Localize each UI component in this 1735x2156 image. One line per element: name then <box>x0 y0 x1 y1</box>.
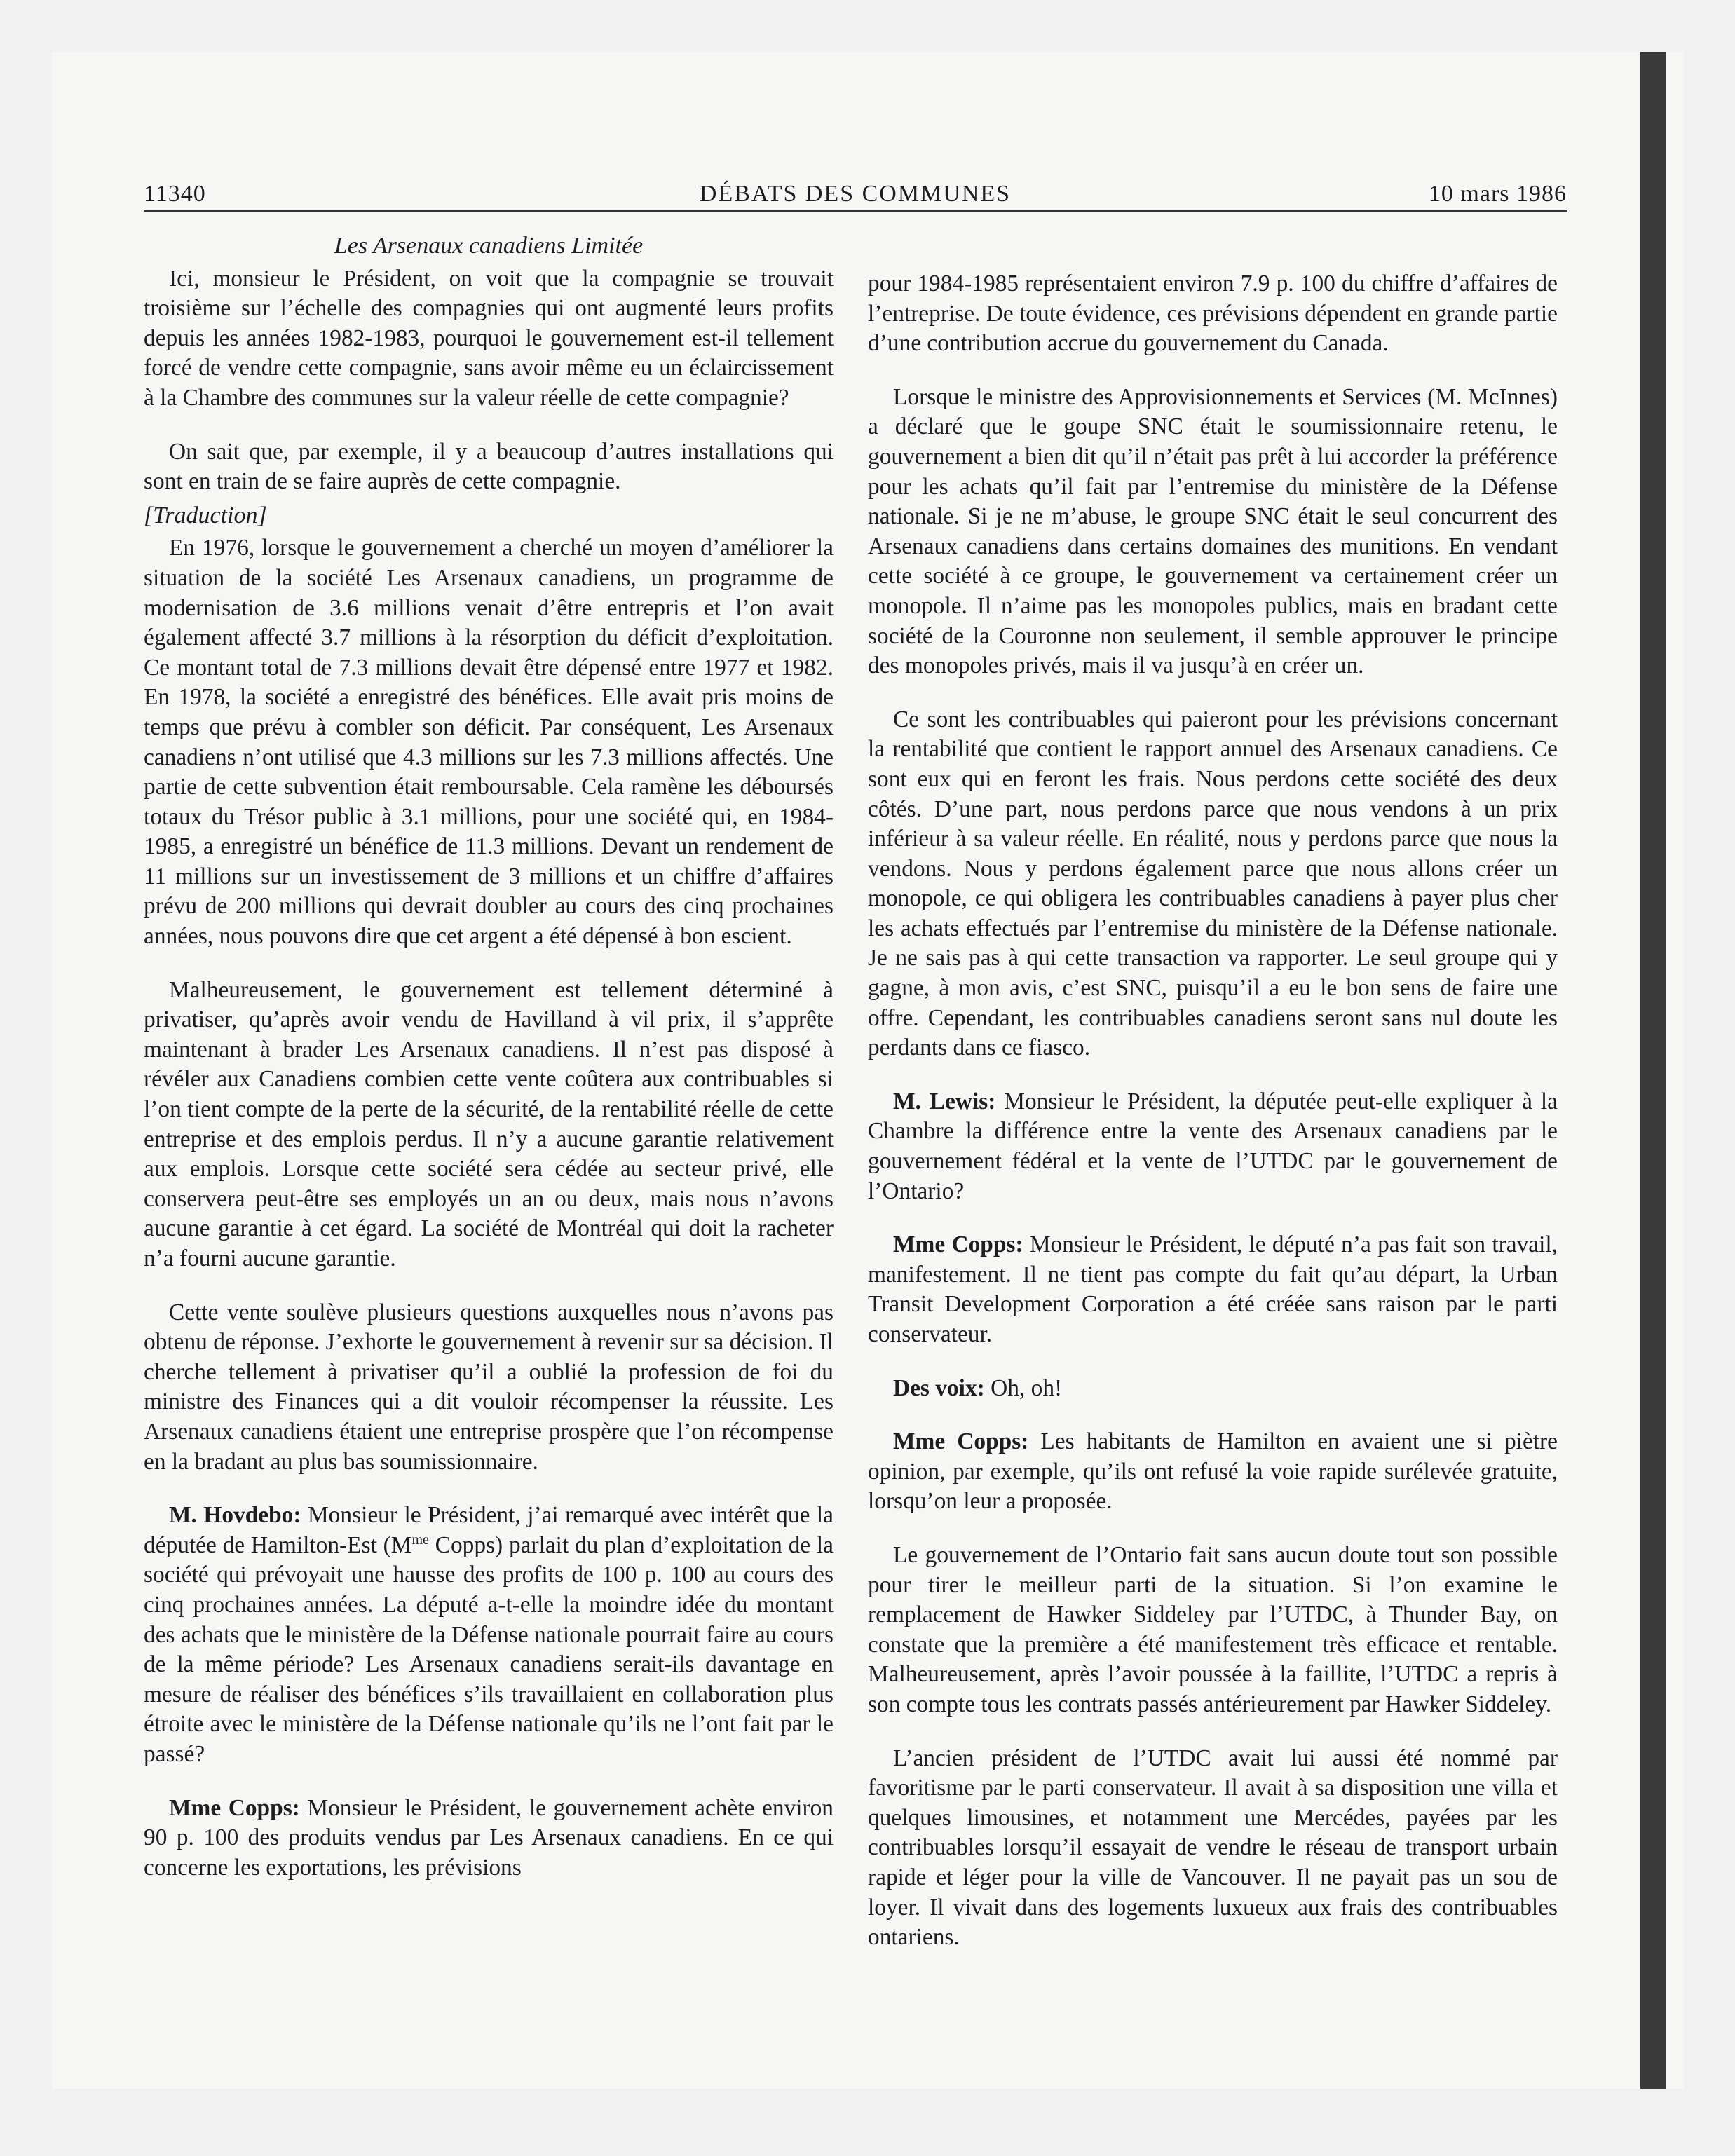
speech-text: Oh, oh! <box>984 1374 1063 1401</box>
speaker-name: M. Lewis: <box>893 1088 996 1114</box>
speaker-name: M. Hovdebo: <box>169 1502 301 1529</box>
speech-text: Les habitants de Hamilton en avaient une si piètre opinion, par exemple, qu’ils ont refusé la voie rapide surélevée gratuite, lorsqu’on leur a proposée. <box>868 1428 1558 1515</box>
page-number: 11340 <box>144 181 206 207</box>
paragraph: pour 1984-1985 représentaient environ 7.9 p. 100 du chiffre d’affaires de l’entreprise. De toute évidence, ces prévisions dépendent en grande partie d’une contribution accrue du gouvernement du Canada. <box>868 271 1558 357</box>
speaker-name: Mme Copps: <box>169 1794 300 1821</box>
speaker-name: Des voix: <box>893 1374 985 1401</box>
page-header <box>144 181 1567 214</box>
speech-paragraph <box>868 1230 1558 1349</box>
speech-paragraph <box>868 1427 1558 1517</box>
section-heading: Les Arsenaux canadiens Limitée <box>334 233 644 259</box>
speech-text: Monsieur le Président, le député n’a pas fait son travail, manifestement. Il ne tient pas compte du fait qu’au départ, la Urban Transit Development Corporation a été créée sans raison par le parti conservateur. <box>868 1231 1558 1347</box>
speech-paragraph <box>144 1794 834 1883</box>
paragraph: En 1976, lorsque le gouvernement a cherché un moyen d’améliorer la situation de la société Les Arsenaux canadiens, un programme de modernisation de 3.6 millions venait d’être entrepris et l’on avait également affecté 3.7 millions à la résorption du déficit d’exploitation. Ce montant total de 7.3 millions devait être dépensé entre 1977 et 1982. En 1978, la société a enregistré des bénéfices. Elle avait pris moins de temps que prévu à combler son déficit. Par conséquent, Les Arsenaux canadiens n’ont utilisé que 4.3 millions sur les 7.3 millions affectés. Une partie de cette subvention était remboursable. Cela ramène les déboursés totaux du Trésor public à 3.1 millions, pour une société qui, en 1984-1985, a enregistré un bénéfice de 11.3 millions. Devant un rendement de 11 millions sur un investissement de 3 millions et un chiffre d’affaires prévu de 200 millions qui devrait doubler au cours des cinq prochaines années, nous pouvons dire que cet argent a été dépensé à bon escient. <box>144 535 834 950</box>
speech-text: Monsieur le Président, j’ai remarqué avec intérêt que la députée de Hamilton-Est (M <box>144 1502 834 1558</box>
speaker-name: Mme Copps: <box>893 1428 1029 1455</box>
paragraph: On sait que, par exemple, il y a beaucoup d’autres installations qui sont en train de se faire auprès de cette compagnie. <box>144 438 834 495</box>
page-title: DÉBATS DES COMMUNES <box>699 181 1012 207</box>
header-rule <box>144 210 1567 212</box>
paragraph: Ce sont les contribuables qui paieront pour les prévisions concernant la rentabilité que contient le rapport annuel des Arsenaux canadiens. Ce sont eux qui en feront les frais. Nous perdons cette société des deux côtés. D’une part, nous perdons parce que nous vendons à un prix inférieur à sa valeur réelle. En réalité, nous y perdons parce que nous la vendons. Nous y perdons également parce que nous allons créer un monopole, ce qui obligera les contribuables canadiens à payer plus cher les achats effectués par l’entremise du ministère de la Défense nationale. Je ne sais pas à qui cette transaction va rapporter. Le seul groupe qui y gagne, à mon avis, c’est SNC, puisqu’il a eu le bon sens de faire une offre. Cependant, les contribuables canadiens seront sans nul doute les perdants dans ce fiasco. <box>868 706 1558 1061</box>
paragraph: Cette vente soulève plusieurs questions auxquelles nous n’avons pas obtenu de réponse. J’exhorte le gouvernement à revenir sur sa décision. Il cherche tellement à privatiser qu’il a oublié la profession de foi du ministre des Finances qui a dit vouloir récompenser la réussite. Les Arsenaux canadiens étaient une entreprise prospère que l’on récompense en la bradant au plus bas soumissionnaire. <box>144 1299 834 1475</box>
right-column <box>868 269 1558 1977</box>
paragraph: Malheureusement, le gouvernement est tellement déterminé à privatiser, qu’après avoir vendu de Havilland à vil prix, il s’apprête maintenant à brader Les Arsenaux canadiens. Il n’est pas disposé à révéler aux Canadiens combien cette vente coûtera aux contribuables si l’on tient compte de la perte de la sécurité, de la rentabilité réelle de cette entreprise et des emplois perdus. Il n’y a aucune garantie relativement aux emplois. Lorsque cette société sera cédée au secteur privé, elle conservera peut-être ses employés un an ou deux, mais nous n’avons aucune garantie à cet égard. La société de Montréal qui doit la racheter n’a fourni aucune garantie. <box>144 976 834 1271</box>
speech-paragraph <box>144 1501 834 1769</box>
scan-edge-bar <box>1640 52 1666 2089</box>
left-column <box>144 231 834 1906</box>
paragraph: Lorsque le ministre des Approvisionnements et Services (M. McInnes) a déclaré que le goupe SNC était le soumissionnaire retenu, le gouvernement a bien dit qu’il n’était pas prêt à lui accorder la préférence pour les achats qu’il fait par l’entremise du ministère de la Défense nationale. Si je ne m’abuse, le groupe SNC était le seul concurrent des Arsenaux canadiens dans certains domaines des munitions. En vendant cette société à ce groupe, le gouvernement va certainement créer un monopole. Il n’aime pas les monopoles publics, mais en bradant cette société de la Couronne non seulement, il semble approuver le principe des monopoles privés, mais il va jusqu’à en créer un. <box>868 383 1558 679</box>
speech-paragraph <box>868 1087 1558 1206</box>
speech-paragraph <box>868 1374 1558 1404</box>
speech-text: Monsieur le Président, le gouvernement achète environ 90 p. 100 des produits vendus par Les Arsenaux canadiens. En ce qui concerne les exportations, les prévisions <box>144 1794 834 1881</box>
speaker-name: Mme Copps: <box>893 1231 1023 1258</box>
speech-text: Monsieur le Président, la députée peut-elle expliquer à la Chambre la différence entre la vente des Arsenaux canadiens par le gouvernement fédéral et la vente de l’UTDC par le gouvernement de l’Ontario? <box>868 1088 1558 1204</box>
speech-text: Copps) parlait du plan d’exploitation de la société qui prévoyait une hausse des profits de 100 p. 100 au cours des cinq prochaines années. La député a-t-elle la moindre idée du montant des achats que le ministère de la Défense nationale pourrait faire au cours de la même période? Les Arsenaux canadiens serait-ils davantage en mesure de réaliser des bénéfices s’ils travaillaient en collaboration plus étroite avec le ministère de la Défense nationale qu’ils ne l’ont fait par le passé? <box>144 1531 834 1767</box>
paragraph: Le gouvernement de l’Ontario fait sans aucun doute tout son possible pour tirer le meilleur parti de la situation. Si l’on examine le remplacement de Hawker Siddeley par l’UTDC, à Thunder Bay, on constate que la première a été manifestement très efficace et rentable. Malheureusement, après l’avoir poussée à la faillite, l’UTDC a repris à son compte tous les contrats passés antérieurement par Hawker Siddeley. <box>868 1541 1558 1717</box>
paragraph: Ici, monsieur le Président, on voit que la compagnie se trouvait troisième sur l’échelle des compagnies qui ont augmenté leurs profits depuis les années 1982-1983, pourquoi le gouvernement est-il tellement forcé de vendre cette compagnie, sans avoir même eu un éclaircissement à la Chambre des communes sur la valeur réelle de cette compagnie? <box>144 265 834 411</box>
superscript: me <box>411 1531 429 1548</box>
page-date: 10 mars 1986 <box>1428 181 1567 207</box>
translation-tag: [Traduction] <box>144 502 267 528</box>
paragraph: L’ancien président de l’UTDC avait lui aussi été nommé par favoritisme par le parti conservateur. Il avait à sa disposition une villa et quelques limousines, et notamment une Mercédes, payées par les contribuables lorsqu’il essayait de vendre le réseau de transport urbain rapide et léger pour la ville de Vancouver. Il ne payait pas un sou de loyer. Il vivait dans des logements luxueux aux frais des contribuables ontariens. <box>868 1745 1558 1951</box>
